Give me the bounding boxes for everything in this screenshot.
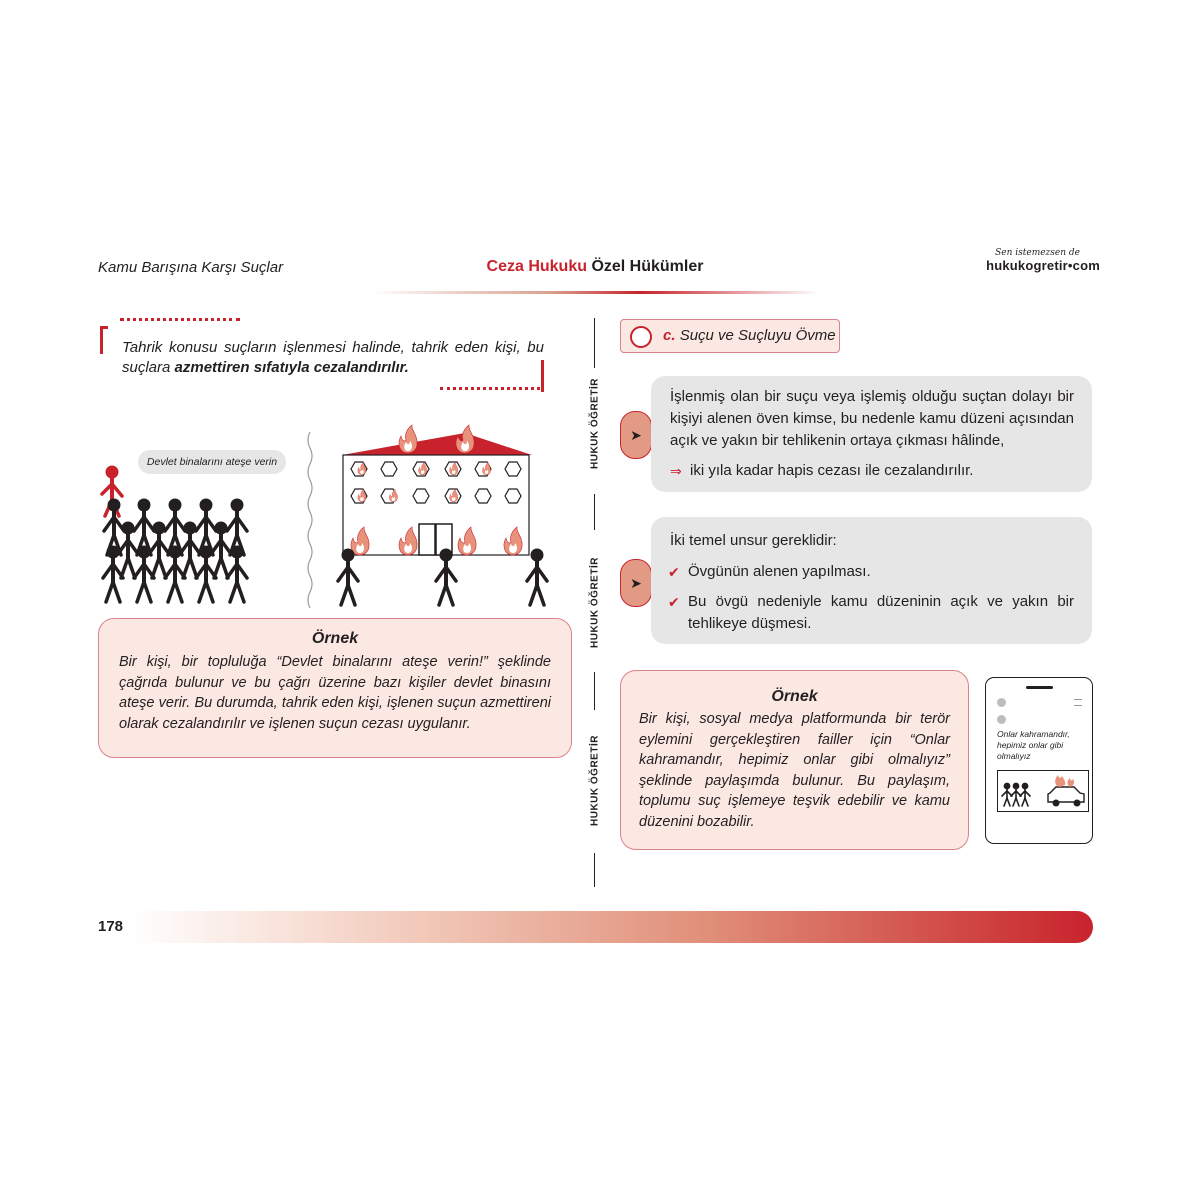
logo xyxy=(970,248,1100,273)
heading-circle-icon xyxy=(630,326,652,348)
avatar-dot xyxy=(997,715,1006,724)
penalty-text: iki yıla kadar hapis cezası ile cezalandırılır. xyxy=(690,462,974,479)
quote-bracket-left-cap xyxy=(100,326,108,329)
divider-line xyxy=(594,672,595,710)
check-icon: ✔ xyxy=(668,594,680,610)
phone-speaker xyxy=(1026,686,1053,689)
quote-dots-top xyxy=(120,318,240,321)
quote-text: Tahrik konusu suçların işlenmesi halinde, tahrik eden kişi, bu suçlara xyxy=(122,339,544,376)
elements-box xyxy=(651,517,1092,644)
section-title: Kamu Barışına Karşı Suçlar xyxy=(98,259,284,276)
logo-brand: hukukogretir•com xyxy=(986,258,1100,273)
rule-quote xyxy=(122,338,544,378)
heading-letter: c. xyxy=(663,327,676,344)
penalty-item xyxy=(670,460,1074,482)
side-label: HUKUK ÖĞRETİR xyxy=(589,735,601,826)
quote-bold: azmettiren sıfatıyla cezalandırılır. xyxy=(174,359,409,376)
arrow-right-icon: ➤ xyxy=(620,559,652,607)
example-text: Bir kişi, sosyal medya platformunda bir terör eylemini gerçekleştiren failler için “Onlar kahramandır, hepimiz onlar gibi olmalıyız” şeklinde paylaşımda bulunur. Bu paylaşım, toplumu suç işlemeye teşvik edebilir ve kamu düzenini bozabilir. xyxy=(639,711,950,830)
speech-bubble: Devlet binalarını ateşe verin xyxy=(138,450,286,474)
book-title xyxy=(420,258,770,276)
quote-bracket-left xyxy=(100,326,103,354)
quote-dots-bottom xyxy=(440,387,540,390)
page-number: 178 xyxy=(98,918,124,935)
element-item xyxy=(668,561,1074,583)
incitement-illustration xyxy=(95,420,575,615)
definition-box xyxy=(651,376,1092,492)
element-text: Övgünün alenen yapılması. xyxy=(688,563,871,580)
phone-illustration xyxy=(985,677,1093,844)
post-image-drawing xyxy=(998,771,1088,811)
phone-post-image xyxy=(997,770,1089,812)
footer-bar xyxy=(130,911,1093,943)
elements-intro: İki temel unsur gereklidir: xyxy=(670,532,837,549)
header-rule xyxy=(370,291,820,294)
section-heading xyxy=(620,319,840,353)
avatar-dot xyxy=(997,698,1006,707)
check-icon: ✔ xyxy=(668,564,680,580)
phone-post-text: Onlar kahramandır, hepimiz onlar gibi olmalıyız xyxy=(997,729,1070,761)
side-label: HUKUK ÖĞRETİR xyxy=(589,378,601,469)
divider-line xyxy=(594,494,595,530)
divider-line xyxy=(594,318,595,368)
example-title: Örnek xyxy=(311,630,359,647)
heading-text xyxy=(663,327,836,344)
book-title-rest: Özel Hükümler xyxy=(591,258,704,275)
element-text: Bu övgü nedeniyle kamu düzeninin açık ve yakın bir tehlikeye düşmesi. xyxy=(688,593,1074,632)
example-text: Bir kişi, bir topluluğa “Devlet binalarını ateşe verin!” şeklinde çağrıda bulunur ve bu çağrı üzerine bazı kişiler devlet binasını ateşe verir. Bu durumda, tahrik eden kişi, işlenen suçun azmettireni olarak cezalandırılır ve işlenen suçun cezası uygulanır. xyxy=(119,654,551,732)
arrow-right-icon: ➤ xyxy=(620,411,652,459)
double-arrow-icon: ⇒ xyxy=(670,463,682,479)
example-box-right xyxy=(620,670,969,850)
logo-tagline: Sen istemezsen de xyxy=(995,248,1080,258)
heading-title: Suçu ve Suçluyu Övme xyxy=(679,327,836,344)
menu-icon xyxy=(1074,699,1082,706)
book-title-red: Ceza Hukuku xyxy=(486,258,587,275)
example-title: Örnek xyxy=(771,688,818,705)
example-box-left xyxy=(98,618,572,758)
definition-text: İşlenmiş olan bir suçu veya işlemiş olduğu suçtan dolayı bir kişiyi alenen öven kimse, bu nedenle kamu düzeni açısından açık ve yakın bir tehlikenin ortaya çıkması hâlinde, xyxy=(670,388,1074,449)
divider-line xyxy=(594,853,595,887)
quote-bracket-right xyxy=(541,360,544,392)
side-label: HUKUK ÖĞRETİR xyxy=(589,557,601,648)
element-item xyxy=(668,591,1074,635)
